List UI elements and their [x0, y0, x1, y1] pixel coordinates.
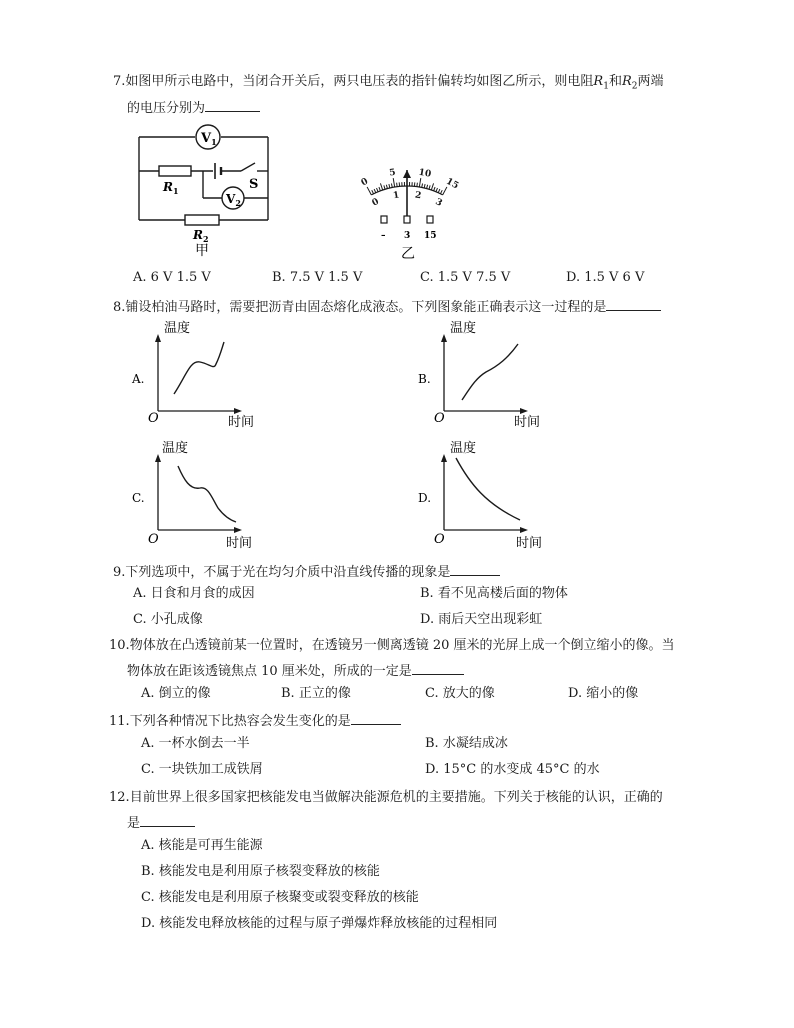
q9-number: 9.	[113, 565, 126, 580]
q12-option-a[interactable]: A. 核能是可再生能源	[141, 838, 263, 853]
q7-option-c[interactable]: C. 1.5 V 7.5 V	[420, 270, 511, 285]
q10-option-a[interactable]: A. 倒立的像	[141, 686, 211, 701]
q8-graph-d[interactable]	[414, 440, 554, 552]
q7-dial-tick	[443, 187, 447, 195]
q10-number: 10.	[109, 638, 130, 653]
q7-dial-bottom-label: 3	[433, 197, 444, 209]
q10-option-d[interactable]: D. 缩小的像	[568, 686, 639, 701]
q7-stem-line2: 的电压分别为	[127, 99, 260, 117]
q9-stem: 9.下列选项中，不属于光在均匀介质中沿直线传播的现象是	[113, 563, 500, 581]
q7-terminal-3	[404, 216, 410, 223]
q8-graph-curve	[178, 466, 236, 522]
q9-answer-blank[interactable]	[450, 563, 500, 576]
q12-option-b[interactable]: B. 核能发电是利用原子核裂变释放的核能	[141, 864, 380, 879]
q8-graph-letter: B.	[418, 372, 431, 386]
q7-terminal-label: 15	[424, 231, 437, 241]
q7-dial-tick	[436, 188, 438, 192]
q7-option-d[interactable]: D. 1.5 V 6 V	[566, 270, 645, 285]
q7-dial-tick	[391, 184, 392, 188]
q7-r2-label: $R_2$	[193, 228, 209, 244]
q7-dial-tick	[380, 183, 382, 190]
q11-option-b[interactable]: B. 水凝结成冰	[425, 736, 508, 751]
q8-graph-origin: O	[434, 411, 445, 426]
q8-graph-ylabel: 温度	[450, 321, 477, 336]
q7-switch-label: S	[249, 177, 259, 192]
q8-graph-xlabel: 时间	[514, 415, 541, 430]
q10-stem-line2: 物体放在距该透镜焦点 10 厘米处，所成的一定是	[127, 662, 464, 680]
q8-graph-ylabel: 温度	[162, 441, 189, 456]
q7-number: 7.	[113, 74, 126, 89]
q7-dial-tick	[431, 183, 433, 190]
q7-terminal-neg	[381, 216, 387, 223]
q8-graph-curve	[456, 458, 520, 520]
q12-answer-blank[interactable]	[140, 814, 195, 827]
q7-dial-tick	[384, 185, 385, 189]
q10-stem-line1: 10.物体放在凸透镜前某一位置时，在透镜另一侧离透镜 20 厘米的光屏上成一个倒立缩小的像。当	[109, 638, 675, 653]
q8-graph-curve	[462, 344, 518, 400]
q7-terminal-label: 3	[404, 231, 411, 241]
q10-option-b[interactable]: B. 正立的像	[281, 686, 351, 701]
q10-option-c[interactable]: C. 放大的像	[425, 686, 495, 701]
q12-number: 12.	[109, 790, 130, 805]
q7-dial-bottom-label: 0	[370, 196, 381, 209]
q7-dial-tick	[377, 188, 379, 192]
q7-circuit-caption: 甲	[195, 243, 209, 259]
q8-graph-curve	[174, 342, 224, 394]
q8-graph-xlabel: 时间	[516, 536, 543, 551]
q7-voltmeter-dial	[327, 150, 487, 262]
q7-dial-tick	[367, 187, 371, 195]
q7-dial-bottom-label: 2	[414, 190, 422, 202]
q8-graph-origin: O	[148, 411, 159, 426]
q8-graph-origin: O	[148, 532, 159, 547]
q7-stem-line1: 7.如图甲所示电路中，当闭合开关后，两只电压表的指针偏转均如图乙所示，则电阻$R_1$和$R_2$两端	[113, 74, 664, 92]
q7-dial-bottom-label: 1	[392, 190, 401, 202]
q8-graph-b[interactable]	[414, 318, 554, 436]
q8-graph-ylabel: 温度	[450, 441, 477, 456]
q8-graph-letter: C.	[132, 491, 145, 505]
q7-dial-tick	[389, 184, 390, 188]
q12-option-d[interactable]: D. 核能发电释放核能的过程与原子弹爆炸释放核能的过程相同	[141, 916, 498, 931]
q11-option-a[interactable]: A. 一杯水倒去一半	[141, 736, 250, 751]
q7-dial-tick	[429, 185, 430, 189]
q7-dial-tick	[438, 189, 440, 193]
q7-dial-tick	[417, 183, 418, 187]
q12-stem-line1: 12.目前世界上很多国家把核能发电当做解决能源危机的主要措施。下列关于核能的认识，正确的	[109, 790, 663, 805]
q11-number: 11.	[109, 714, 130, 729]
q7-circuit-diagram	[125, 125, 285, 260]
q7-resistor-r2	[185, 215, 219, 225]
q10-answer-blank[interactable]	[412, 662, 464, 675]
q7-dial-tick	[397, 183, 398, 187]
q7-dial-tick	[374, 189, 376, 193]
q8-graph-letter: D.	[418, 491, 432, 505]
q7-dial-tick	[419, 178, 420, 187]
q7-dial-tick	[393, 178, 394, 187]
q8-graph-letter: A.	[132, 372, 145, 386]
q8-graph-origin: O	[434, 532, 445, 547]
q7-terminal-label: –	[381, 231, 386, 241]
q8-graph-c[interactable]	[128, 440, 268, 552]
q8-number: 8.	[113, 300, 126, 315]
q7-dial-top-label: 10	[417, 167, 432, 180]
q11-option-d[interactable]: D. 15°C 的水变成 45°C 的水	[425, 762, 600, 777]
q8-graph-a[interactable]	[128, 318, 268, 436]
q7-dial-tick	[424, 184, 425, 188]
q7-r1-label: $R_1$	[163, 180, 179, 196]
q7-dial-tick	[434, 187, 435, 191]
q7-dial-tick	[427, 185, 428, 189]
q12-option-c[interactable]: C. 核能发电是利用原子核聚变或裂变释放的核能	[141, 890, 419, 905]
q7-answer-blank[interactable]	[205, 99, 260, 112]
q8-graph-xlabel: 时间	[228, 415, 255, 430]
q7-terminal-15	[427, 216, 433, 223]
q7-option-b[interactable]: B. 7.5 V 1.5 V	[272, 270, 363, 285]
q7-dial-tick	[386, 185, 387, 189]
q7-dial-top-label: 0	[359, 176, 370, 189]
q9-option-b[interactable]: B. 看不见高楼后面的物体	[420, 586, 568, 601]
q8-stem: 8.铺设柏油马路时，需要把沥青由固态熔化成液态。下列图象能正确表示这一过程的是	[113, 298, 661, 316]
q7-v2-label: $V_2$	[226, 192, 241, 208]
q9-option-d[interactable]: D. 雨后天空出现彩虹	[420, 612, 543, 627]
q7-dial-tick	[379, 187, 380, 191]
q9-option-a[interactable]: A. 日食和月食的成因	[133, 586, 255, 601]
q11-stem: 11.下列各种情况下比热容会发生变化的是	[109, 712, 401, 730]
q7-dial-top-label: 15	[444, 176, 461, 192]
q7-dial-tick	[440, 190, 442, 194]
q7-meter-caption: 乙	[401, 246, 415, 262]
q8-answer-blank[interactable]	[606, 298, 661, 311]
q12-stem-line2: 是	[127, 814, 195, 832]
q7-v1-label: $V_1$	[201, 131, 217, 147]
q7-dial-top-label: 5	[388, 167, 397, 179]
q7-dial-tick	[422, 184, 423, 188]
q8-graph-xlabel: 时间	[226, 536, 253, 551]
q8-graph-ylabel: 温度	[164, 321, 191, 336]
q9-option-c[interactable]: C. 小孔成像	[133, 612, 203, 627]
q7-option-a[interactable]: A. 6 V 1.5 V	[133, 270, 211, 285]
q11-option-c[interactable]: C. 一块铁加工成铁屑	[141, 762, 263, 777]
q7-dial-tick	[372, 190, 374, 194]
q7-resistor-r1	[159, 166, 191, 176]
q11-answer-blank[interactable]	[351, 712, 401, 725]
